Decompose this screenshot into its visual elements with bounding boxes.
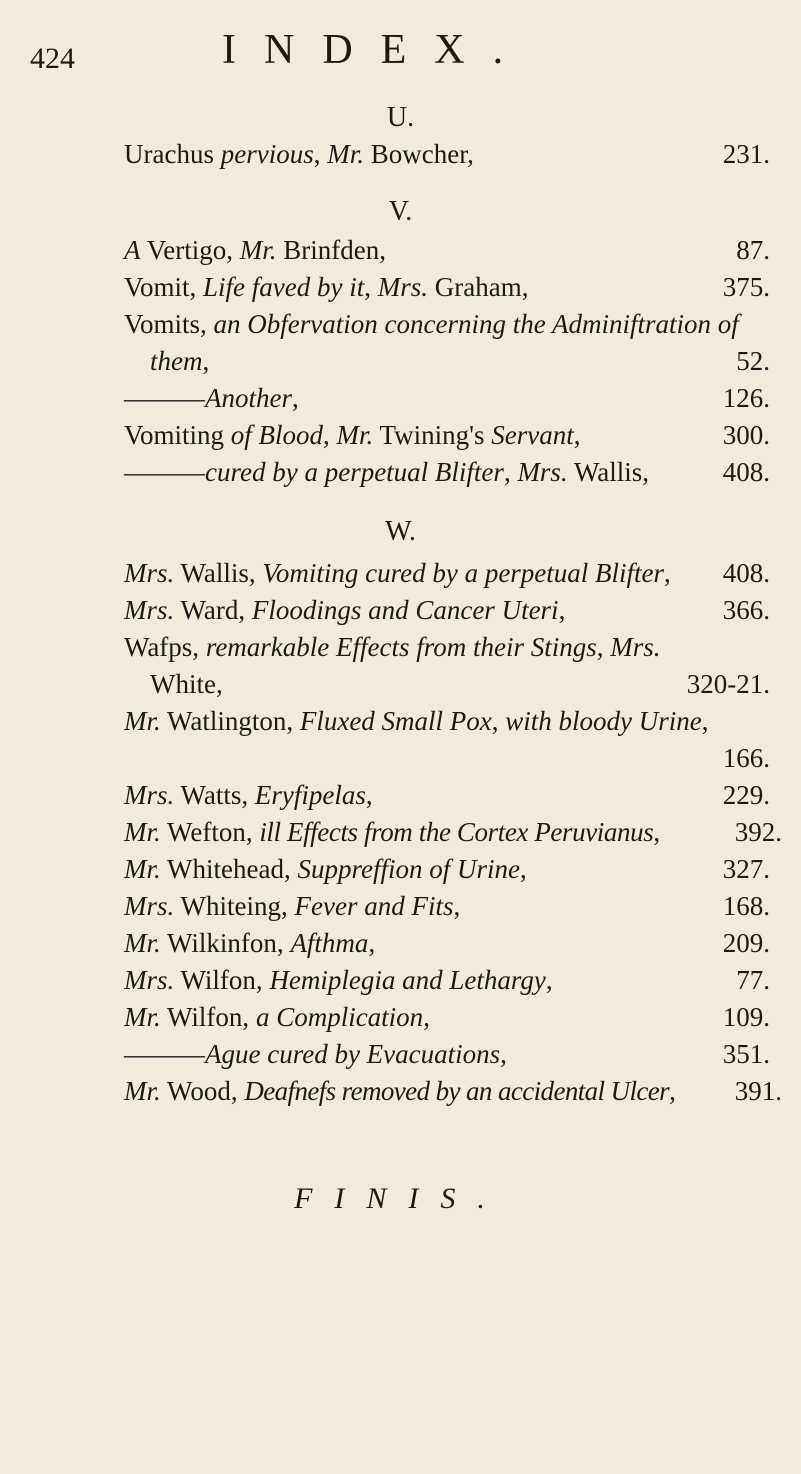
entry-text: ,	[701, 706, 709, 736]
entry-text: ,	[500, 1039, 507, 1069]
entry-page: 408.	[722, 558, 770, 588]
entry-title: Mr.	[124, 1076, 161, 1106]
entry-italic: Deafnefs removed by an accidental Ulcer	[244, 1076, 670, 1106]
entry-italic: Servant	[491, 420, 574, 450]
entry-text: ,	[545, 965, 553, 995]
entry-name: Wood,	[160, 1076, 245, 1106]
index-entry	[124, 134, 770, 174]
entry-title: Mrs.	[610, 632, 661, 662]
entry-page: 327.	[722, 854, 770, 884]
entry-title: Mrs.	[517, 457, 568, 487]
entry-italic: remarkable Effects from their Stings	[205, 632, 597, 662]
entry-italic: Life faved by it	[203, 272, 365, 302]
index-entry	[124, 1071, 782, 1111]
entry-name: Watlington,	[160, 706, 300, 736]
entry-dash: ———	[124, 457, 205, 487]
entry-dash: ———	[124, 383, 205, 413]
index-entry	[124, 304, 782, 344]
index-entry-continued	[124, 738, 770, 778]
entry-name: Wefton,	[160, 817, 260, 847]
entry-italic: cured by a perpetual Blifter	[205, 457, 504, 487]
index-entry	[124, 267, 770, 307]
entry-text: ,	[558, 595, 566, 625]
entry-italic: Floodings and Cancer Uteri	[251, 595, 559, 625]
entry-text: ,	[323, 420, 337, 450]
entry-text: ,	[519, 854, 527, 884]
entry-title: Mr.	[336, 420, 374, 450]
entry-italic: ill Effects from the Cortex Peruvianus	[259, 817, 654, 847]
entry-text: ,	[503, 457, 518, 487]
index-entry	[124, 452, 770, 492]
entry-page: 366.	[722, 595, 770, 625]
entry-name: Watts,	[174, 780, 255, 810]
entry-italic: an Obfervation concerning the Adminiftration of	[213, 309, 739, 339]
entry-text: ,	[596, 632, 611, 662]
entry-name: Wilfon,	[174, 965, 270, 995]
entry-title: Mr.	[239, 235, 277, 265]
entry-italic: Eryfipelas	[254, 780, 366, 810]
entry-italic: Hemiplegia and Lethargy	[269, 965, 546, 995]
entry-title: Mr.	[124, 928, 161, 958]
entry-name: Whiteing,	[174, 891, 295, 921]
entry-page: 351.	[722, 1039, 770, 1069]
entry-title: Mr.	[124, 1002, 161, 1032]
entry-name: Twining's	[373, 420, 492, 450]
entry-text: ,	[292, 383, 299, 413]
entry-text: ,	[368, 928, 376, 958]
entry-text: ,	[313, 139, 328, 169]
entry-page: 375.	[722, 272, 770, 302]
index-entry	[124, 997, 770, 1037]
index-entry	[124, 701, 782, 741]
entry-italic: Another	[205, 383, 292, 413]
entry-page: 126.	[722, 383, 770, 413]
entry-page: 392.	[734, 817, 782, 847]
entry-page: 52.	[736, 346, 770, 376]
section-letter-u: U.	[386, 102, 415, 133]
index-entry	[124, 627, 770, 667]
index-entry	[124, 849, 770, 889]
index-entry-continued	[124, 664, 770, 704]
entry-name: Wallis,	[174, 558, 263, 588]
entry-title: Mr.	[327, 139, 364, 169]
section-letter-v: V.	[388, 196, 413, 227]
running-head: INDEX.	[222, 27, 532, 73]
index-entry	[124, 886, 770, 926]
index-entry	[124, 590, 770, 630]
entry-page: 229.	[722, 780, 770, 810]
entry-name: Graham,	[428, 272, 529, 302]
entry-title: Mr.	[124, 817, 161, 847]
entry-text: ,	[423, 1002, 430, 1032]
entry-name: Brinfden,	[276, 235, 386, 265]
entry-italic: of Blood	[230, 420, 324, 450]
entry-italic: Afthma	[290, 928, 369, 958]
index-entry	[124, 415, 770, 455]
entry-page: 391.	[734, 1076, 782, 1106]
entry-text: Urachus	[124, 139, 221, 169]
entry-italic: Fever and Fits	[294, 891, 454, 921]
entry-name: Ward,	[174, 595, 252, 625]
entry-italic: a Complication	[255, 1002, 424, 1032]
entry-text: ,	[365, 780, 373, 810]
entry-title: Mrs.	[124, 558, 175, 588]
entry-text: ,	[664, 558, 671, 588]
index-entry	[124, 378, 770, 418]
entry-italic: Vomiting cured by a perpetual Blifter	[262, 558, 665, 588]
entry-name: Wilkinfon,	[160, 928, 291, 958]
entry-text: Wafps,	[124, 632, 206, 662]
entry-text: ,	[453, 891, 461, 921]
entry-text: Vertigo,	[140, 235, 240, 265]
entry-text: ,	[573, 420, 581, 450]
entry-dash: ———	[124, 1039, 205, 1069]
entry-name: Wilfon,	[160, 1002, 256, 1032]
entry-page: 77.	[736, 965, 770, 995]
index-entry	[124, 812, 782, 852]
entry-text: Vomits,	[124, 309, 214, 339]
entry-title: Mr.	[124, 854, 161, 884]
entry-page: 87.	[736, 235, 770, 265]
entry-text: ,	[653, 817, 661, 847]
entry-title: Mrs.	[124, 780, 175, 810]
entry-title: Mrs.	[124, 891, 175, 921]
entry-name: Wallis,	[567, 457, 650, 487]
index-entry	[124, 1034, 770, 1074]
index-entry	[124, 960, 770, 1000]
entry-page: 109.	[722, 1002, 770, 1032]
entry-page: 408.	[722, 457, 770, 487]
entry-italic: with bloody Urine	[505, 706, 702, 736]
entry-text: ,	[364, 272, 378, 302]
entry-title: Mr.	[124, 706, 161, 736]
entry-page: 300.	[722, 420, 770, 450]
entry-title: Mrs.	[124, 595, 175, 625]
index-entry	[124, 775, 770, 815]
index-entry	[124, 923, 770, 963]
entry-title: Mrs.	[124, 965, 175, 995]
entry-name: Bowcher,	[363, 139, 474, 169]
entry-name: White,	[150, 669, 223, 699]
entry-title: Mrs.	[377, 272, 429, 302]
page-number: 424	[30, 42, 75, 75]
entry-name: Whitehead,	[160, 854, 298, 884]
entry-text: ,	[491, 706, 506, 736]
entry-page: 320-21.	[686, 669, 770, 699]
entry-italic: A	[124, 235, 141, 265]
index-entry-continued	[124, 341, 770, 381]
section-letter-w: W.	[385, 516, 416, 547]
entry-italic: Ague cured by Evacuations	[205, 1039, 501, 1069]
entry-text: ,	[202, 346, 210, 376]
entry-page: 209.	[722, 928, 770, 958]
entry-italic: Suppreffion of Urine	[297, 854, 520, 884]
entry-text: Vomiting	[124, 420, 231, 450]
entry-page: 231.	[722, 139, 770, 169]
finis: FINIS.	[294, 1182, 507, 1215]
entry-text: Vomit,	[124, 272, 204, 302]
entry-italic: pervious	[220, 139, 314, 169]
entry-italic: them	[150, 346, 203, 376]
entry-page: 168.	[722, 891, 770, 921]
entry-text: ,	[669, 1076, 676, 1106]
index-entry	[124, 230, 770, 270]
entry-page: 166.	[722, 743, 770, 773]
index-entry	[124, 553, 770, 593]
entry-italic: Fluxed Small Pox	[299, 706, 492, 736]
